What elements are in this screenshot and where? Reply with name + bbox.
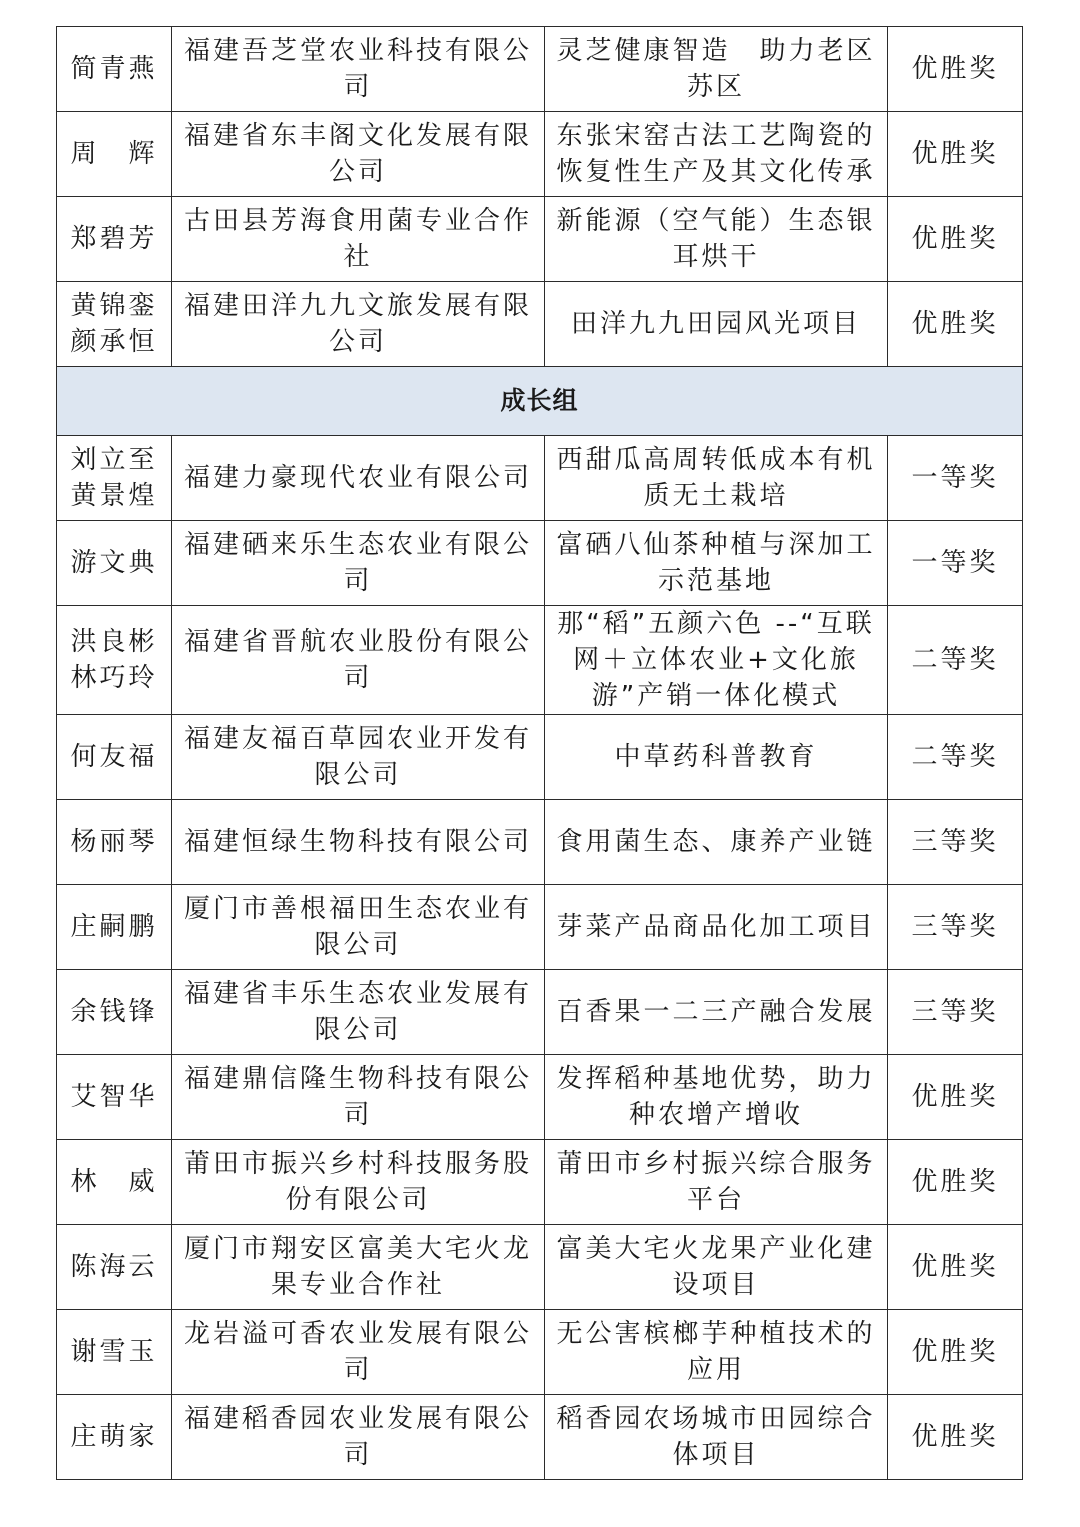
award-cell: 三等奖 [888,970,1023,1055]
award-cell: 优胜奖 [888,282,1023,367]
award-cell: 三等奖 [888,800,1023,885]
table-row [57,970,1023,1055]
table-row [57,436,1023,521]
table-row [57,521,1023,606]
award-cell: 优胜奖 [888,197,1023,282]
project-cell: 食用菌生态、康养产业链 [545,800,888,885]
table-row [57,885,1023,970]
table-row [57,715,1023,800]
name-cell: 何友福 [57,715,172,800]
project-cell: 富硒八仙茶种植与深加工示范基地 [545,521,888,606]
section-title: 成长组 [57,367,1023,436]
name-cell: 艾智华 [57,1055,172,1140]
name-cell: 庄嗣鹏 [57,885,172,970]
company-cell: 厦门市翔安区富美大宅火龙果专业合作社 [172,1225,545,1310]
table-row [57,1310,1023,1395]
project-cell: 稻香园农场城市田园综合体项目 [545,1395,888,1480]
award-table [56,26,1023,1480]
company-cell: 龙岩溢可香农业发展有限公司 [172,1310,545,1395]
award-cell: 优胜奖 [888,1310,1023,1395]
company-cell: 福建田洋九九文旅发展有限公司 [172,282,545,367]
table-row [57,1395,1023,1480]
award-cell: 优胜奖 [888,1395,1023,1480]
name-cell: 刘立至黄景煌 [57,436,172,521]
project-cell: 中草药科普教育 [545,715,888,800]
award-cell: 二等奖 [888,606,1023,715]
company-cell: 莆田市振兴乡村科技服务股份有限公司 [172,1140,545,1225]
company-cell: 厦门市善根福田生态农业有限公司 [172,885,545,970]
project-cell: 那“稻”五颜六色 --“互联网＋立体农业+文化旅游”产销一体化模式 [545,606,888,715]
company-cell: 福建省晋航农业股份有限公司 [172,606,545,715]
project-cell: 百香果一二三产融合发展 [545,970,888,1055]
project-cell: 无公害槟榔芋种植技术的应用 [545,1310,888,1395]
table-row [57,1225,1023,1310]
award-cell: 优胜奖 [888,112,1023,197]
company-cell: 福建硒来乐生态农业有限公司 [172,521,545,606]
project-cell: 富美大宅火龙果产业化建设项目 [545,1225,888,1310]
project-cell: 芽菜产品商品化加工项目 [545,885,888,970]
company-cell: 福建省东丰阁文化发展有限公司 [172,112,545,197]
table-row [57,282,1023,367]
table-row [57,800,1023,885]
name-cell: 简青燕 [57,27,172,112]
project-cell: 灵芝健康智造 助力老区苏区 [545,27,888,112]
company-cell: 福建吾芝堂农业科技有限公司 [172,27,545,112]
section-header-row [57,367,1023,436]
award-cell: 三等奖 [888,885,1023,970]
table-row [57,112,1023,197]
company-cell: 福建鼎信隆生物科技有限公司 [172,1055,545,1140]
table-row [57,27,1023,112]
company-cell: 古田县芳海食用菌专业合作社 [172,197,545,282]
name-cell: 游文典 [57,521,172,606]
project-cell: 西甜瓜高周转低成本有机质无土栽培 [545,436,888,521]
name-cell: 郑碧芳 [57,197,172,282]
company-cell: 福建力豪现代农业有限公司 [172,436,545,521]
table-row [57,1055,1023,1140]
company-cell: 福建稻香园农业发展有限公司 [172,1395,545,1480]
project-cell: 莆田市乡村振兴综合服务平台 [545,1140,888,1225]
award-cell: 一等奖 [888,521,1023,606]
project-cell: 东张宋窑古法工艺陶瓷的恢复性生产及其文化传承 [545,112,888,197]
company-cell: 福建恒绿生物科技有限公司 [172,800,545,885]
table-row [57,197,1023,282]
award-cell: 优胜奖 [888,1140,1023,1225]
name-cell: 陈海云 [57,1225,172,1310]
award-cell: 优胜奖 [888,1225,1023,1310]
name-cell: 黄锦銮颜承恒 [57,282,172,367]
name-cell: 林 威 [57,1140,172,1225]
name-cell: 谢雪玉 [57,1310,172,1395]
award-cell: 优胜奖 [888,1055,1023,1140]
name-cell: 庄萌家 [57,1395,172,1480]
award-cell: 优胜奖 [888,27,1023,112]
table-row [57,606,1023,715]
company-cell: 福建省丰乐生态农业发展有限公司 [172,970,545,1055]
project-cell: 新能源（空气能）生态银耳烘干 [545,197,888,282]
name-cell: 杨丽琴 [57,800,172,885]
name-cell: 周 辉 [57,112,172,197]
company-cell: 福建友福百草园农业开发有限公司 [172,715,545,800]
award-cell: 二等奖 [888,715,1023,800]
name-cell: 余钱锋 [57,970,172,1055]
project-cell: 田洋九九田园风光项目 [545,282,888,367]
name-cell: 洪良彬林巧玲 [57,606,172,715]
award-cell: 一等奖 [888,436,1023,521]
table-row [57,1140,1023,1225]
project-cell: 发挥稻种基地优势，助力种农增产增收 [545,1055,888,1140]
